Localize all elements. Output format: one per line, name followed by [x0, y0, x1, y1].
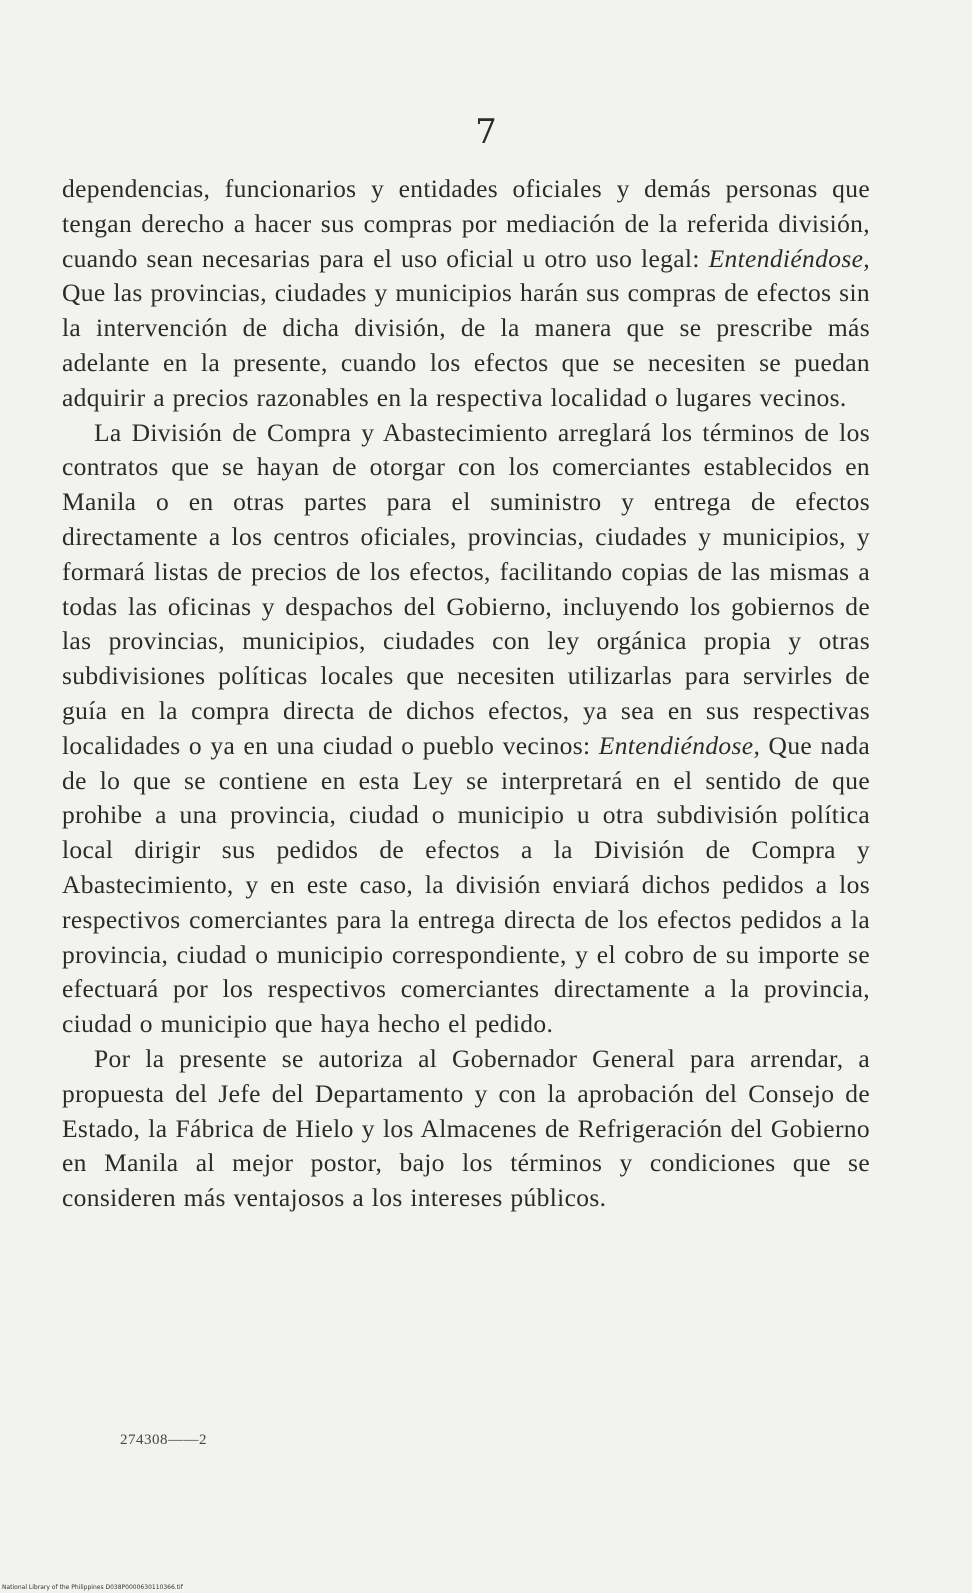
scan-credit-footer: National Library of the Philippines D038P0000630110366.tif	[2, 1584, 183, 1591]
paragraph	[62, 416, 870, 1042]
paragraph-text: dependencias, funcionarios y entidades oficiales y demás personas que tengan derecho a hacer sus compras por mediación de la referida división, cuando sean necesarias para el uso oficial u otro uso legal:	[62, 174, 870, 273]
paragraph	[62, 1042, 870, 1216]
paragraph-text: Que las provincias, ciudades y municipios harán sus compras de efectos sin la intervención de dicha división, de la manera que se prescribe más adelante en la presente, cuando los efectos que se necesiten se puedan adquirir a precios razonables en la respectiva localidad o lugares vecinos.	[62, 278, 870, 412]
paragraph	[62, 172, 870, 416]
printer-signature-mark: 274308——2	[120, 1432, 207, 1448]
paragraph-text: Que nada de lo que se contiene en esta Ley se interpretará en el sentido de que prohibe a una provincia, ciudad o municipio u otra subdivisión política local dirigir sus pedidos de efectos a la División de Compra y Abastecimiento, y en este caso, la división enviará dichos pedidos a los respectivos comerciantes para la entrega directa de los efectos pedidos a la provincia, ciudad o municipio correspondiente, y el cobro de su importe se efectuará por los respectivos comerciantes directamente a la provincia, ciudad o municipio que haya hecho el pedido.	[62, 730, 870, 1039]
italic-term: Entendiéndose,	[598, 730, 761, 760]
page-number: 7	[475, 112, 497, 152]
italic-term: Entendiéndose,	[708, 243, 870, 273]
body-text	[62, 172, 870, 1216]
paragraph-text: Por la presente se autoriza al Gobernador General para arrendar, a propuesta del Jefe del Departamento y con la aprobación del Consejo de Estado, la Fábrica de Hielo y los Almacenes de Refrigeración del Gobierno en Manila al mejor postor, bajo los términos y condiciones que se consideren más ventajosos a los intereses públicos.	[62, 1043, 870, 1213]
paragraph-text: La División de Compra y Abastecimiento arreglará los términos de los contratos que se hayan de otorgar con los comerciantes establecidos en Manila o en otras partes para el suministro y entrega de efectos directamente a los centros oficiales, provincias, ciudades y municipios, y formará listas de precios de los efectos, facilitando copias de las mismas a todas las oficinas y despachos del Gobierno, incluyendo los gobiernos de las provincias, municipios, ciudades con ley orgánica propia y otras subdivisiones políticas locales que necesiten utilizarlas para servirles de guía en la compra directa de dichos efectos, ya sea en sus respectivas localidades o ya en una ciudad o pueblo vecinos:	[62, 417, 870, 760]
